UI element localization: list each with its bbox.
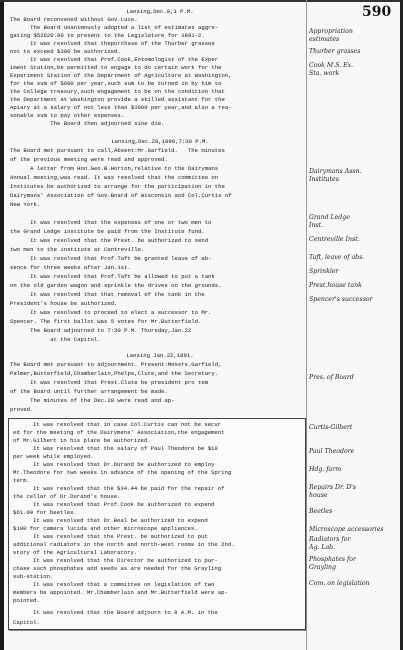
margin-note: Microscope accessories [309,526,384,533]
slip-line: chase such phosphates and seeds as are needed for the Grayling [13,565,222,572]
section-1-line: The Board reconvened without Gov.Luce. [10,16,138,23]
section-3-line: proved. [10,406,34,413]
margin-note: Pres. of Board [309,374,354,381]
slip-line: sub-station. [13,573,54,580]
section-3-line: of the Board until further arrangement be made. [10,388,168,395]
margin-note: estimates [309,36,340,43]
section-2-line: Annual meeting,was read. It was resolved that the committee on [10,174,219,181]
margin-note: Ag. Lab. [309,544,336,551]
slip-line: It was resolved that a committee on legislation of two [13,581,215,588]
slip-line: Capitol. [13,619,40,626]
section-2-line: It was resolved that Prof.Taft be allowed to put a tank [10,273,215,280]
margin-note: Grand Ledge [309,214,350,221]
section-1-line: not to exceed $300 be authorized. [10,48,121,55]
section-1-line: Experiment Station of the Department of Agriculture at Washington, [10,72,232,79]
section-1-heading: Lansing,Dec.9,1 P.M. [126,8,194,15]
slip-line: It was resolved that the salary of Paul Theodore be $10 [13,445,218,452]
margin-note: Centreville Inst. [309,236,360,243]
section-1-line: gating $52620.00 to present to the Legislature for 1891-2. [10,32,205,39]
section-2-line: It was resolved that Prof.Taft be granted leave of ab- [10,255,212,262]
margin-note: Inst. [309,222,324,229]
slip-line: additional radiators in the north and north-west rooms in the 2nd. [13,541,235,548]
margin-note: Grayling [309,564,336,571]
slip-line: It was resolved that the $34.44 be paid for the repair of [13,485,225,492]
section-3-line: It was resolved that Prest.Clute be president pro tem [10,379,209,386]
section-3-line: Palmer,Butterfield,Chamberlain,Phelps,Clute,and the Secretary. [10,370,219,377]
margin-note: Cook M.S. Ex. [309,62,354,69]
slip-line: the cellar of Dr.Durand's house. [13,493,121,500]
section-1-line: for the sum of $600 per year,such sum to be turned in by him to [10,80,222,87]
section-2-line: at the Capitol. [10,336,101,343]
slip-line: story of the Agricultural Laboratory. [13,549,138,556]
margin-note: Paul Theodore [309,448,355,455]
section-1-line: It was resolved that Prof.Cook,Entomologist of the Exper [10,56,219,63]
margin-note: Sta. work [309,70,340,77]
section-2-line: The Board met pursuant to call,Absent:Mr.Garfield. The minutes [10,147,225,154]
section-1-line: sonable sum to pay other expenses. [10,112,125,119]
margin-note: Prest.house tank [309,282,362,289]
section-1-line: the Department at Washington provide a skilled assistant for the [10,96,225,103]
margin-note: Dairymans Assn. [309,168,362,175]
margin-note: house [309,492,328,499]
section-2-line: Spencer. The first ballot was 5 votes for Mr.Butterfield. [10,318,202,325]
section-2-line: It was resolved to proceed to elect a successor to Mr. [10,309,212,316]
margin-note: Spencer's successor [309,296,373,303]
slip-line: term. [13,477,30,484]
section-2-line: The Board adjourned to 7:30 P.M. Thursday,Jan.22 [10,327,192,334]
slip-line: per week while employed. [13,453,94,460]
section-2-line: A letter from Hon.Geo.B.Horton,relative to the Dairymans [10,165,219,172]
section-2-line: two men to the institute at Centreville. [10,246,145,253]
section-1-line: iment Station,be permitted to engage to do certain work for the [10,64,222,71]
margin-note: Phosphates for [309,556,356,563]
section-1-line: the College treasury,such engagement to be on the condition that [10,88,225,95]
slip-line: It was resolved that the Prest. be authorized to put [13,533,208,540]
page-number: 590 [362,4,392,20]
margin-note: Thurber grasses [309,48,361,55]
section-3-heading: Lansing Jan.22,1891. [126,352,194,359]
section-2-line: Institutes be authorized to arrange for the participation in the [10,183,225,190]
section-2-line: of the previous meeting were read and approved. [10,156,168,163]
section-1-line: Apiary at a salary of not less than $1000 per year,and also a rea- [10,104,232,111]
section-2-line: It was resolved that that removal of the tank in the [10,291,205,298]
slip-line: of Mr.Gilbert in his place be authorized. [13,437,151,444]
section-3-line: The minutes of the Dec.28 were read and ap- [10,397,175,404]
margin-note: Hdg. farm [309,466,342,473]
margin-note: Appropriation [309,28,353,35]
slip-line: pointed. [13,597,40,604]
section-2-line: President's house be authorized. [10,300,118,307]
slip-line: members be appointed. Mr.Chamberlain and Mr.Butterfield were ap- [13,589,228,596]
section-1-line: The Board unanimously adopted a list of estimates aggre- [10,24,219,31]
margin-note: Curtis-Gilbert [309,424,353,431]
slip-line: It was resolved that the Board adjourn to 8 A.M. in the [13,609,218,616]
margin-note: Beetles [309,508,333,515]
section-2-line: sence for three weeks after Jan.1st. [10,264,131,271]
section-2-line: New York. [10,201,41,208]
section-2-line: the Grand Ledge institute be paid from the Institute fund. [10,228,205,235]
slip-line: It was resolved that the Director be authorized to pur- [13,557,218,564]
section-1-line: The Board then adjourned sine die. [10,120,165,127]
margin-note: Sprinkler [309,268,339,275]
pasted-slip [8,418,306,630]
slip-line: Mr.Theodore for two weeks in advance of the opening of the Spring [13,469,232,476]
section-2-heading: Lansing,Dec.28,1890,7:30 P.M. [111,138,209,145]
section-3-line: The Board met pursuant to adjournment. Present:Messrs.Garfield, [10,361,222,368]
margin-note: Repairs Dr. D's [309,484,357,491]
slip-line: $61.00 for beetles. [13,509,77,516]
slip-line: $100 for camera lucida and other microscope appliances. [13,525,198,532]
slip-line: ed for the meeting of the Dairymens' Association,the engagement [13,429,225,436]
section-2-line: It was resolved that the Prest. be authorized to send [10,237,209,244]
margin-note: Institutes [309,176,339,183]
scan-edge-left [0,0,4,650]
slip-line: It was resolved that Dr.Durand be authorized to employ [13,461,215,468]
margin-note: Taft, leave of abs. [309,254,365,261]
section-1-line: It was resolved that thepurchase of the Thurber grasses [10,40,215,47]
section-2-line: Dairymans' Association of Gov.Board of Wisconsin and Col.Curtis of [10,192,232,199]
section-2-line: on the old garden wagon and sprinkle the drives on the grounds. [10,282,222,289]
slip-line: It was resolved that in case Col.Curtis can not be secur [13,421,222,428]
scan-edge-top [0,0,403,2]
slip-line: It was resolved that Dr.Beal be authorized to expend [13,517,208,524]
slip-line: It was resolved that Prof.Cook be authorized to expend [13,501,215,508]
margin-note: Radiators for [309,536,351,543]
margin-note: Com. on legislation [309,580,370,587]
section-2-line: It was resolved that the expenses of one or two men to [10,219,212,226]
